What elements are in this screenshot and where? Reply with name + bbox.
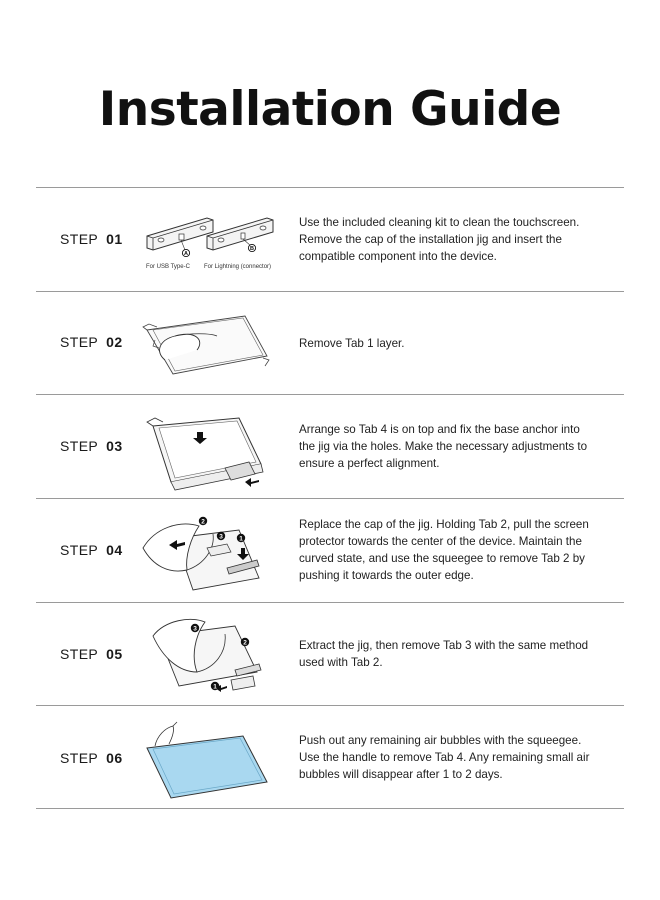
step-4-illustration	[135, 508, 285, 598]
step-1-text: Use the included cleaning kit to clean the touchscreen. Remove the cap of the installation jig and insert the compatible component into the device.	[299, 216, 580, 263]
badge-2: 2	[243, 639, 247, 647]
divider	[36, 808, 624, 809]
finished-screen-icon	[135, 714, 285, 804]
divider	[36, 394, 624, 395]
divider	[36, 602, 624, 603]
step-5-illustration	[135, 610, 285, 700]
step-2-label: STEP 02	[60, 334, 123, 350]
caption-usb-c: For USB Type-C	[146, 264, 190, 270]
divider	[36, 291, 624, 292]
step-3-label: STEP 03	[60, 438, 123, 454]
badge-3: 3	[193, 625, 197, 633]
remove-jig-icon	[135, 610, 285, 700]
badge-b: B	[250, 246, 254, 253]
step-6-text: Push out any remaining air bubbles with the squeegee. Use the handle to remove Tab 4. Any remaining small air bubbles will disappear after 1 to 2 days.	[299, 734, 590, 781]
step-5-text: Extract the jig, then remove Tab 3 with the same method used with Tab 2.	[299, 639, 589, 669]
step-3-text: Arrange so Tab 4 is on top and fix the base anchor into the jig via the holes. Make the necessary adjustments to ensure a perfect alignment.	[299, 423, 588, 470]
step-4-label: STEP 04	[60, 542, 123, 558]
badge-a: A	[184, 251, 188, 258]
page-title: Installation Guide	[98, 82, 562, 137]
divider	[36, 498, 624, 499]
caption-lightning: For Lightning (connector)	[204, 264, 272, 270]
step-6-label: STEP 06	[60, 750, 123, 766]
jig-caps-icon	[135, 198, 285, 288]
step-4-text: Replace the cap of the jig. Holding Tab 2, pull the screen protector towards the center of the device. Maintain the curved state, and use the squeegee to remove Tab 2 by pushing it towards the outer edge.	[299, 518, 589, 582]
step-3-illustration	[135, 404, 285, 494]
step-5-label: STEP 05	[60, 646, 123, 662]
badge-3: 3	[219, 533, 223, 541]
badge-1: 1	[239, 535, 243, 543]
divider	[36, 705, 624, 706]
step-6-illustration	[135, 714, 285, 804]
divider	[36, 187, 624, 188]
step-2-text: Remove Tab 1 layer.	[299, 337, 405, 350]
phone-jig-icon	[135, 404, 285, 494]
step-1-label: STEP 01	[60, 231, 123, 247]
squeegee-curve-icon	[135, 508, 285, 598]
film-peel-icon	[135, 300, 285, 390]
step-2-illustration	[135, 300, 285, 390]
badge-2: 2	[201, 518, 205, 526]
step-1-illustration	[135, 198, 285, 288]
badge-1: 1	[213, 683, 217, 691]
